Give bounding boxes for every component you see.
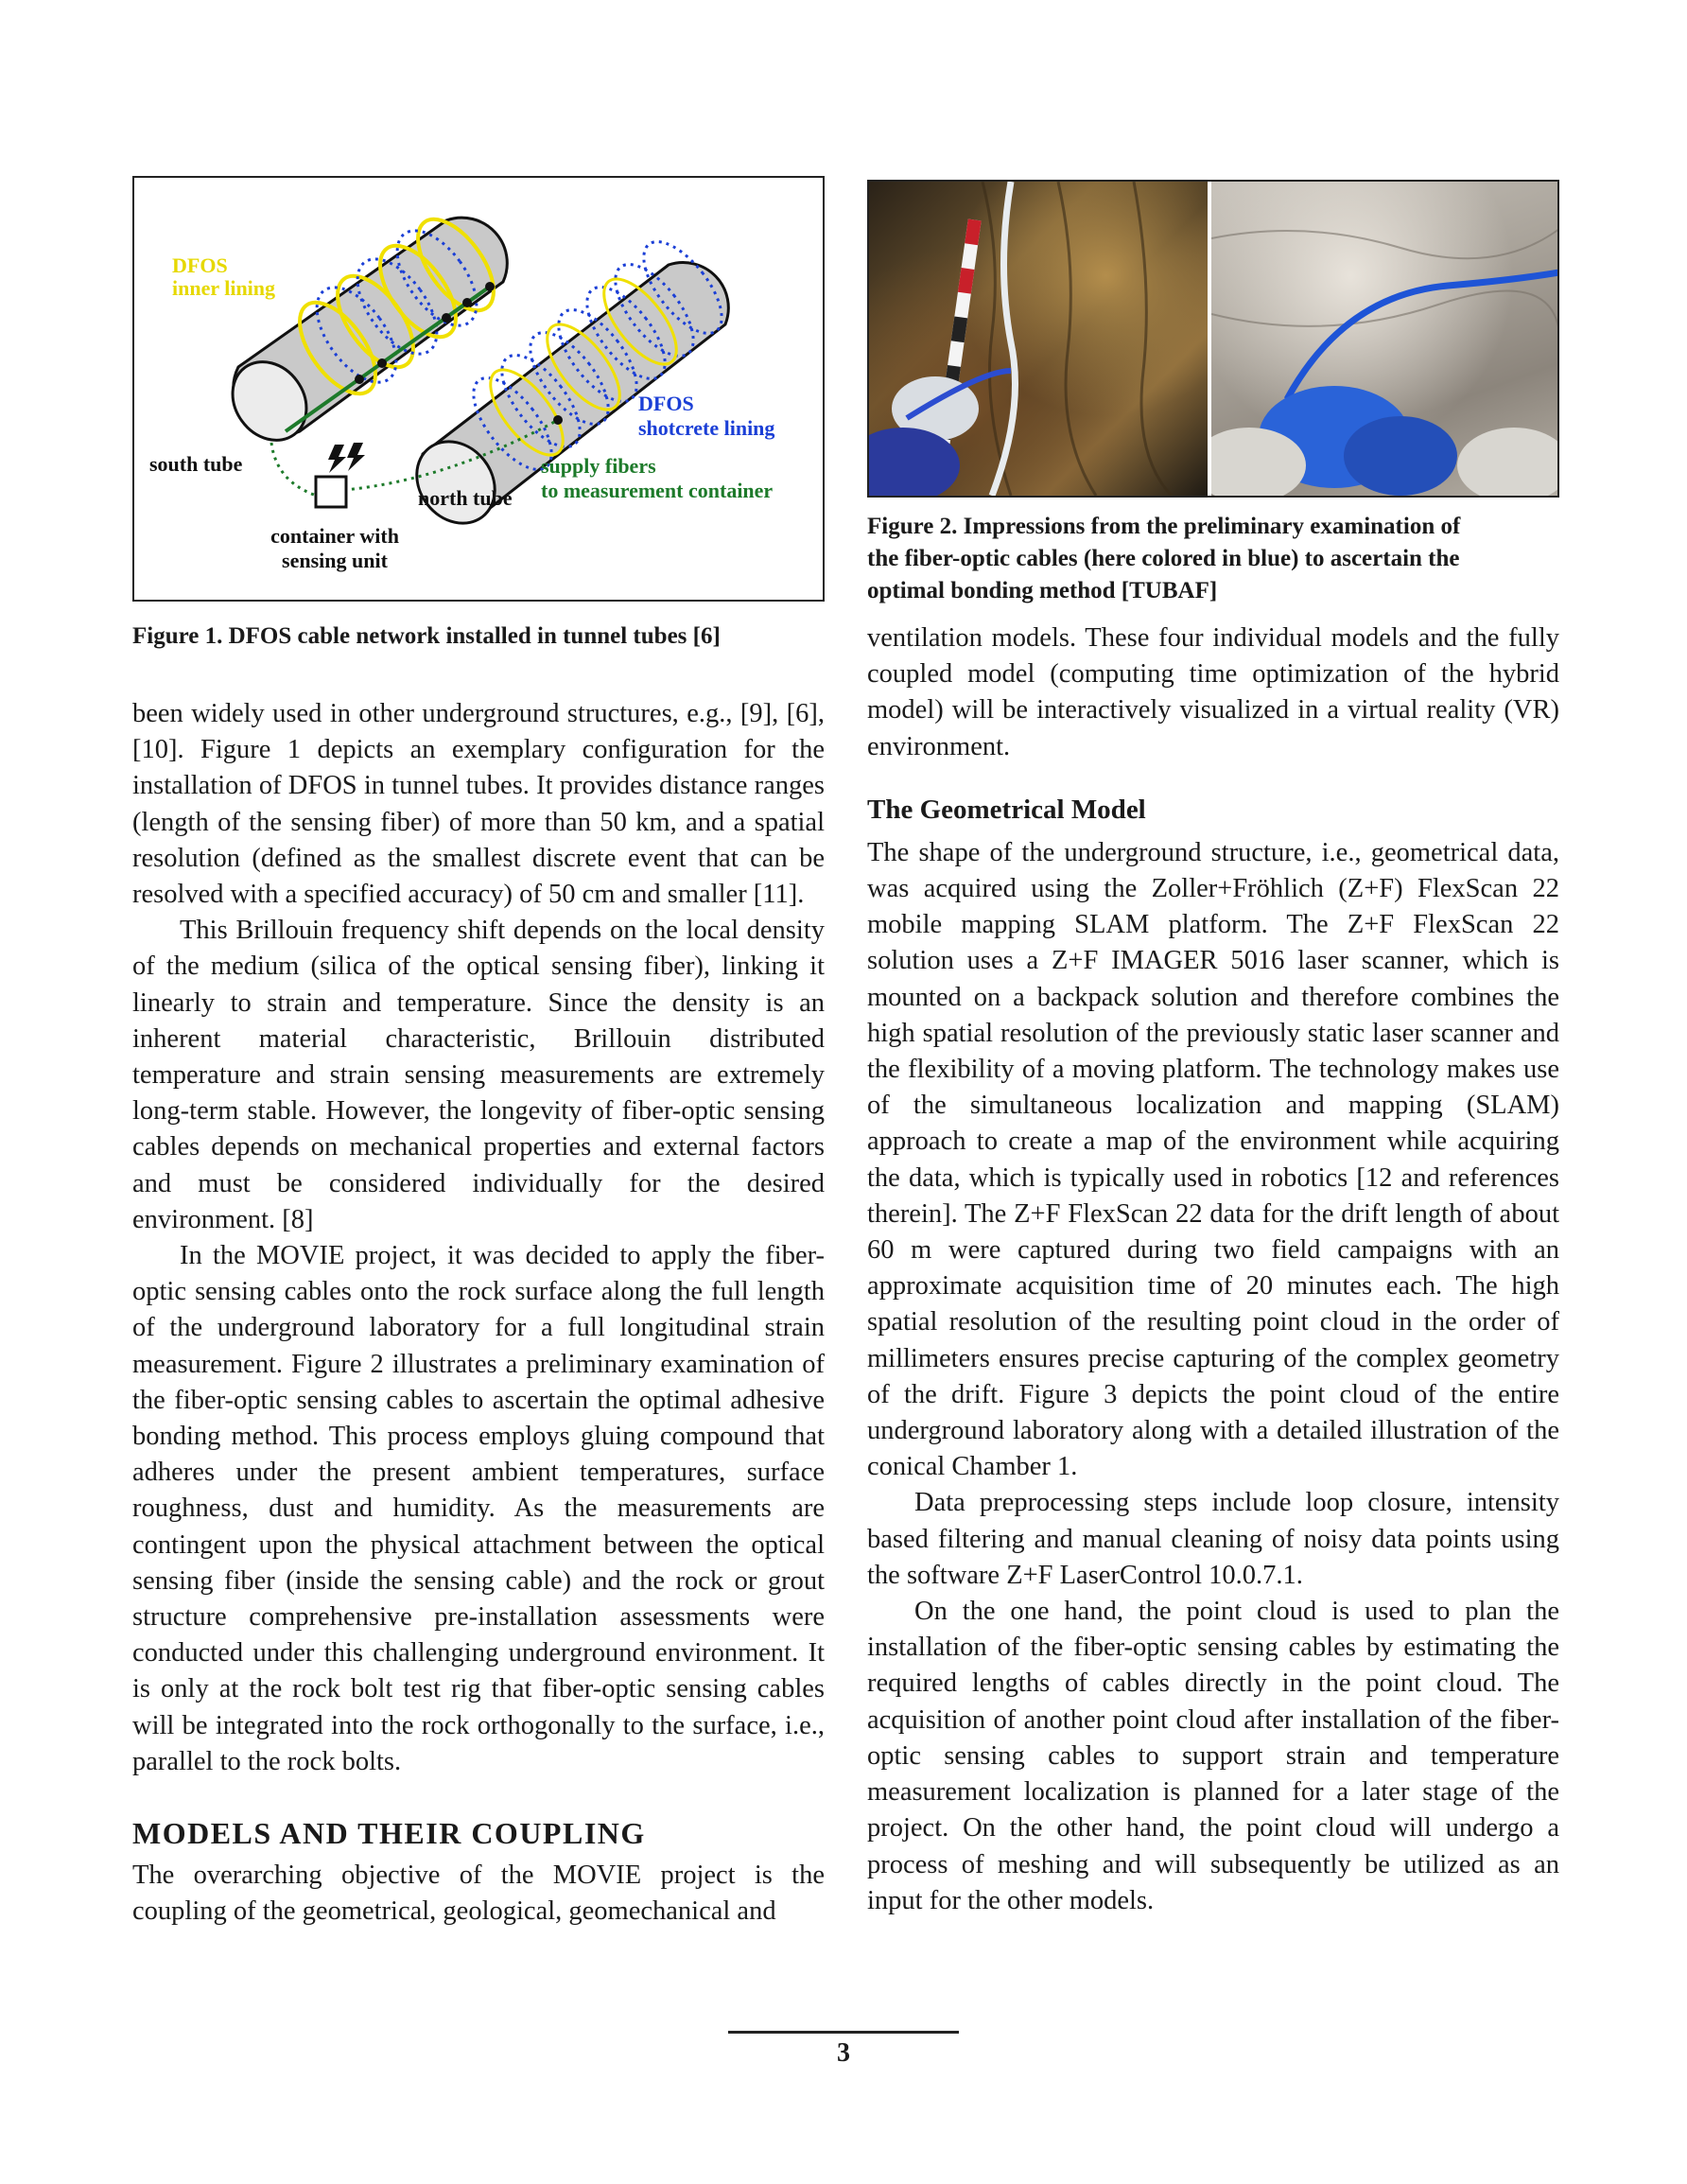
paragraph: On the one hand, the point cloud is used to plan the installation of the fiber-optic sensing cables by estimating the required lengths of cables directly in the point cloud. The acquisition of another point cloud after installation of the fiber-optic sensing cables to support strain and temperature measurement localization is planned for a later stage of the project. On the other hand, the point cloud will undergo a process of meshing and will subsequently be utilized as an input for the other models. (867, 1597, 1559, 1915)
label-dfos-shotcrete: DFOS (638, 392, 694, 415)
subsection-heading: The Geometrical Model (867, 794, 1146, 825)
photo-left-overlay (869, 182, 1208, 496)
right-column (867, 180, 1559, 1919)
right-body-text (867, 620, 1559, 1919)
section-heading: MODELS AND THEIR COUPLING (132, 1816, 646, 1851)
caption-line: Figure 2. Impressions from the preliminary examination of (867, 514, 1461, 539)
left-body-text (132, 696, 825, 1931)
left-column (132, 176, 825, 1931)
label-dfos-shotcrete-2: shotcrete lining (638, 416, 775, 440)
paragraph: The overarching objective of the MOVIE project is the coupling of the geometrical, geological, geomechanical and (132, 1861, 825, 1927)
caption-line: optimal bonding method [TUBAF] (867, 578, 1218, 603)
lightning-icon (328, 443, 365, 473)
label-south-tube: south tube (149, 452, 243, 476)
label-supply-fibers: supply fibers (541, 454, 656, 478)
caption-line: the fiber-optic cables (here colored in blue) to ascertain the (867, 546, 1460, 571)
figure-2-photos (867, 180, 1559, 498)
photo-rock-wall-with-ruler (869, 182, 1208, 496)
label-container-2: sensing unit (282, 549, 388, 572)
paragraph: This Brillouin frequency shift depends on the local density of the medium (silica of the optical sensing fiber), linking it linearly to strain and temperature. Since the density is an inherent material characteristic, Brillouin distributed temperature and strain sensing measurements are extremely long-term stable. However, the longevity of fiber-optic sensing cables depends on mechanical properties and external factors and must be considered individually for the desired environment. [8] (132, 916, 825, 1234)
photo-right-overlay (1211, 182, 1559, 496)
photo-glove-blue-cable (1208, 182, 1559, 496)
supply-fiber-south (271, 443, 314, 495)
tunnel-diagram (134, 178, 823, 600)
label-north-tube: north tube (418, 486, 513, 510)
paragraph: been widely used in other underground structures, e.g., [9], [6], [10]. Figure 1 depicts an exemplary configuration for the installation of DFOS in tunnel tubes. It provides distance ranges (length of the sensing fiber) of more than 50 km, and a spatial resolution (defined as the smallest discrete event that can be resolved with a specified accuracy) of 50 cm and smaller [11]. (132, 699, 825, 910)
label-supply-fibers-2: to measurement container (541, 479, 774, 502)
paragraph: ventilation models. These four individual models and the fully coupled model (computing time optimization of the hybrid model) will be interactively visualized in a virtual reality (VR) environment. (867, 623, 1559, 761)
footer-rule (728, 2031, 959, 2034)
container-box (316, 477, 346, 507)
label-dfos-inner: DFOS (172, 253, 228, 277)
figure-1-caption: Figure 1. DFOS cable network installed in tunnel tubes [6] (132, 623, 721, 649)
figure-1-diagram (132, 176, 825, 602)
paragraph: The shape of the underground structure, i.e., geometrical data, was acquired using the Zoller+Fröhlich (Z+F) FlexScan 22 mobile mapping SLAM platform. The Z+F FlexScan 22 solution uses a Z+F IMAGER 5016 laser scanner, which is mounted on a backpack solution and therefore combines the high spatial resolution of the previously static laser scanner and the flexibility of a moving platform. The technology makes use of the simultaneous localization and mapping (SLAM) approach to create a map of the environment while acquiring the data, which is typically used in robotics [12 and references therein]. The Z+F FlexScan 22 data for the drift length of about 60 m were captured during two field campaigns with an approximate acquisition time of 20 minutes each. The high spatial resolution of the resulting point cloud in the order of millimeters ensures precise capturing of the complex geometry of the drift. Figure 3 depicts the point cloud of the entire underground laboratory along with a detailed illustration of the conical Chamber 1. (867, 837, 1559, 1482)
paragraph: In the MOVIE project, it was decided to apply the fiber-optic sensing cables onto the rock surface along the full length of the underground laboratory for a full longitudinal strain measurement. Figure 2 illustrates a preliminary examination of the fiber-optic sensing cables to ascertain the optimal adhesive bonding method. This process employs gluing compound that adheres under the present ambient temperatures, surface roughness, dust and humidity. As the measurements are contingent upon the physical attachment between the optical sensing fiber (inside the sensing cable) and the rock or grout structure comprehensive pre-installation assessments were conducted under this challenging underground environment. It is only at the rock bolt test rig that fiber-optic sensing cables will be integrated into the rock orthogonally to the surface, i.e., parallel to the rock bolts. (132, 1241, 825, 1776)
paragraph: Data preprocessing steps include loop closure, intensity based filtering and manual cleaning of noisy data points using the software Z+F LaserControl 10.0.7.1. (867, 1488, 1559, 1590)
figure-2-caption (867, 511, 1559, 607)
label-dfos-inner-2: inner lining (172, 276, 276, 300)
page-number: 3 (837, 2038, 850, 2068)
label-container: container with (270, 524, 399, 548)
